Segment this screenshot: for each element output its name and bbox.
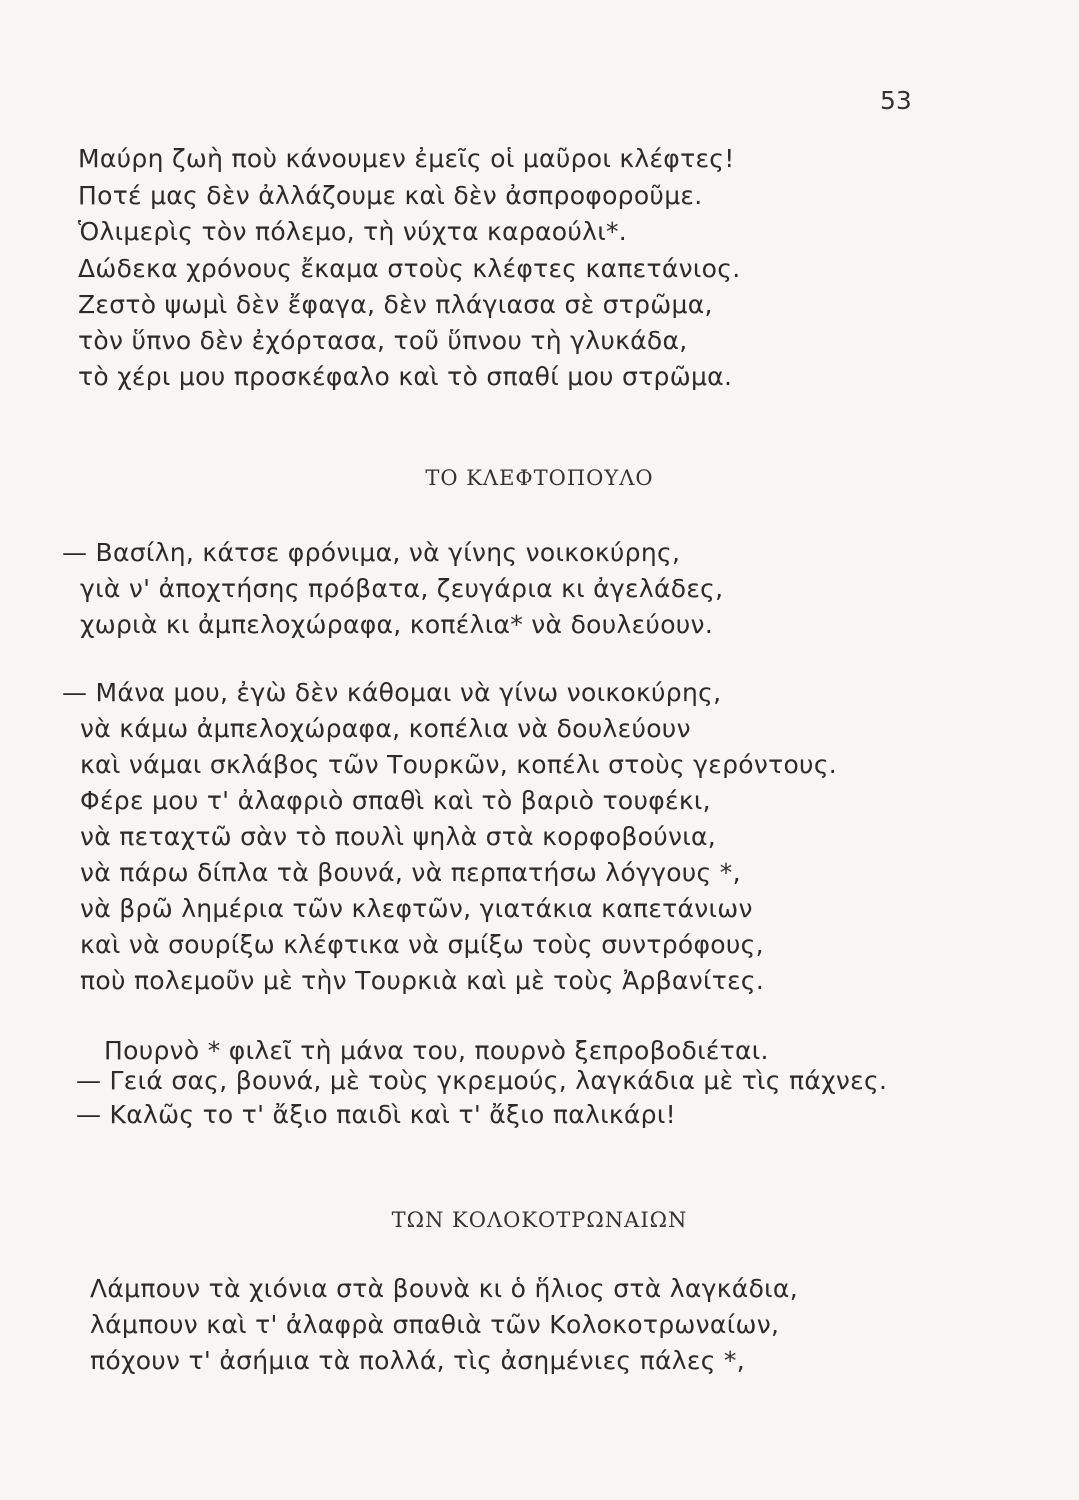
poem-line: Ὁλιμερὶς τὸν πόλεμο, τὴ νύχτα καραούλι*.: [78, 217, 628, 246]
page-number: 53: [880, 86, 912, 115]
poem-line: ποὺ πολεμοῦν μὲ τὴν Τουρκιὰ καὶ μὲ τοὺς Ἀρβανίτες.: [80, 966, 765, 995]
poem-line: χωριὰ κι ἀμπελοχώραφα, κοπέλια* νὰ δουλεύουν.: [80, 610, 714, 639]
poem-line: λάμπουν καὶ τ' ἀλαφρὰ σπαθιὰ τῶν Κολοκοτρωναίων,: [90, 1310, 780, 1339]
poem-line: νὰ κάμω ἀμπελοχώραφα, κοπέλια νὰ δουλεύουν: [80, 714, 691, 743]
poem-line: Ποτέ μας δὲν ἀλλάζουμε καὶ δὲν ἀσπροφοροῦμε.: [78, 181, 703, 210]
poem-line: νὰ πεταχτῶ σὰν τὸ πουλὶ ψηλὰ στὰ κορφοβούνια,: [80, 822, 717, 851]
poem-line: νὰ βρῶ λημέρια τῶν κλεφτῶν, γιατάκια καπετάνιων: [80, 894, 753, 923]
poem-line: νὰ πάρω δίπλα τὰ βουνά, νὰ περπατήσω λόγγους *,: [80, 858, 741, 887]
poem-line: — Καλῶς το τ' ἄξιο παιδὶ καὶ τ' ἄξιο παλικάρι!: [76, 1100, 676, 1129]
poem-line: Λάμπουν τὰ χιόνια στὰ βουνὰ κι ὁ ἥλιος στὰ λαγκάδια,: [90, 1274, 798, 1303]
poem-line: — Μάνα μου, ἐγὼ δὲν κάθομαι νὰ γίνω νοικοκύρης,: [62, 678, 722, 707]
poem-line: τὸν ὕπνο δὲν ἐχόρτασα, τοῦ ὕπνου τὴ γλυκάδα,: [78, 326, 688, 355]
poem-line: καὶ νάμαι σκλάβος τῶν Τουρκῶν, κοπέλι στοὺς γερόντους.: [80, 750, 838, 779]
poem-line: Πουρνὸ * φιλεῖ τὴ μάνα του, πουρνὸ ξεπροβοδιέται.: [104, 1036, 769, 1065]
poem-line: — Γειά σας, βουνά, μὲ τοὺς γκρεμούς, λαγκάδια μὲ τὶς πάχνες.: [76, 1066, 888, 1095]
poem-title: ΤΟ ΚΛΕΦΤΟΠΟΥΛΟ: [425, 466, 654, 490]
poem-line: καὶ νὰ σουρίξω κλέφτικα νὰ σμίξω τοὺς συντρόφους,: [80, 930, 764, 959]
poem-line: Δώδεκα χρόνους ἔκαμα στοὺς κλέφτες καπετάνιος.: [78, 254, 741, 283]
poem-line: — Βασίλη, κάτσε φρόνιμα, νὰ γίνης νοικοκύρης,: [62, 538, 681, 567]
poem-line: γιὰ ν' ἀποχτήσης πρόβατα, ζευγάρια κι ἀγελάδες,: [80, 574, 724, 603]
poem-title: ΤΩΝ ΚΟΛΟΚΟΤΡΩΝΑΙΩΝ: [391, 1208, 688, 1232]
poem-line: τὸ χέρι μου προσκέφαλο καὶ τὸ σπαθί μου στρῶμα.: [78, 362, 733, 391]
poem-line: πόχουν τ' ἀσήμια τὰ πολλά, τὶς ἀσημένιες πάλες *,: [90, 1346, 745, 1375]
poem-line: Φέρε μου τ' ἀλαφριὸ σπαθὶ καὶ τὸ βαριὸ τουφέκι,: [80, 786, 711, 815]
poem-line: Μαύρη ζωὴ ποὺ κάνουμεν ἐμεῖς οἱ μαῦροι κλέφτες!: [78, 144, 735, 173]
poem-line: Ζεστὸ ψωμὶ δὲν ἔφαγα, δὲν πλάγιασα σὲ στρῶμα,: [78, 290, 713, 319]
